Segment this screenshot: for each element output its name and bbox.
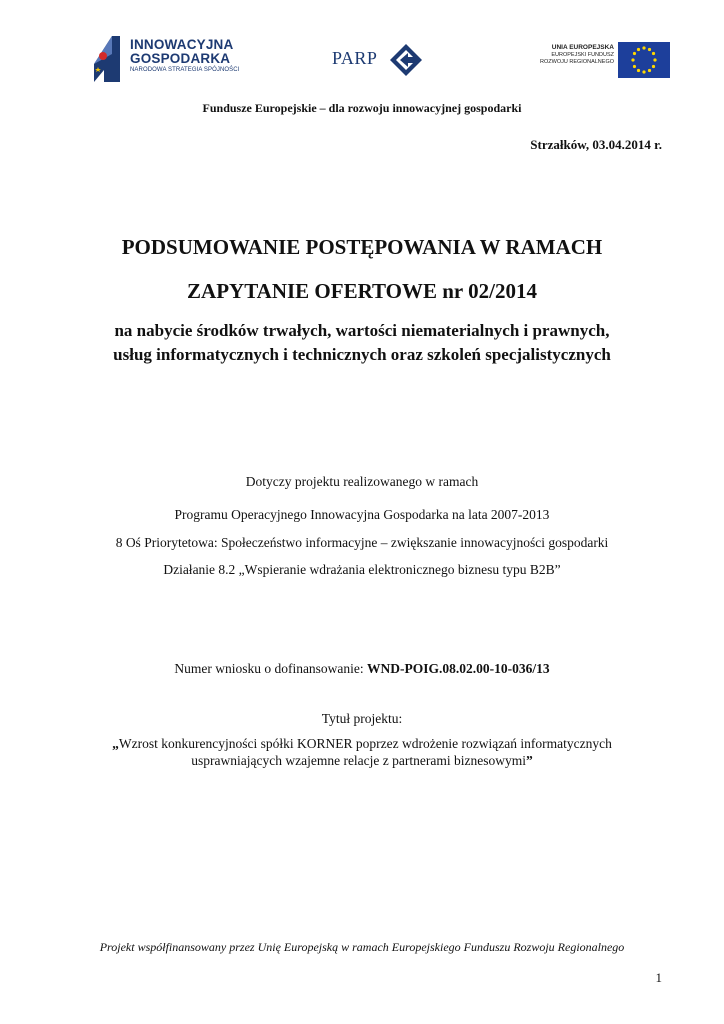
parp-arrows-logo-icon	[388, 42, 424, 78]
document-title-line1: PODSUMOWANIE POSTĘPOWANIA W RAMACH	[121, 235, 603, 259]
eu-logo-text-line1: UNIA EUROPEJSKA	[551, 44, 614, 51]
document-date: Strzałków, 03.04.2014 r.	[530, 137, 662, 152]
eu-flag-icon	[618, 42, 670, 78]
logo-bar	[0, 30, 724, 90]
innowacyjna-gospodarka-logo	[90, 34, 260, 86]
grant-number	[0, 661, 724, 677]
subtitle-line2: usług informatycznych i technicznych oraz szkoleń specjalistycznych	[113, 345, 611, 364]
page-number: 1	[655, 970, 662, 985]
project-line1: Dotyczy projektu realizowanego w ramach	[245, 474, 479, 489]
project-title-line1: Wzrost konkurencyjności spółki KORNER poprzez wdrożenie rozwiązań informatycznych	[118, 736, 612, 751]
eu-logo	[520, 40, 670, 80]
project-title-open-quote: „	[112, 736, 119, 751]
innowacyjna-logo-text-line3: NARODOWA STRATEGIA SPÓJNOŚCI	[130, 67, 240, 73]
footer-text: Projekt współfinansowany przez Unię Europejską w ramach Europejskiego Funduszu Rozwoju Regionalnego	[99, 940, 625, 954]
subtitle-line1: na nabycie środków trwałych, wartości niematerialnych i prawnych,	[114, 321, 610, 340]
eu-logo-text-line2: EUROPEJSKI FUNDUSZ	[551, 52, 614, 58]
project-line2: Programu Operacyjnego Innowacyjna Gospodarka na lata 2007-2013	[174, 507, 550, 522]
document-title-line2: ZAPYTANIE OFERTOWE nr 02/2014	[187, 279, 537, 303]
grant-number-value: WND-POIG.08.02.00-10-036/13	[367, 661, 550, 676]
project-line3: 8 Oś Priorytetowa: Społeczeństwo informacyjne – zwiększanie innowacyjności gospodarki	[115, 535, 609, 550]
project-title-close-quote: ”	[525, 753, 533, 768]
innowacyjna-logo-text-line1: INNOWACYJNA	[130, 37, 234, 52]
project-title-value	[0, 735, 724, 769]
innowacyjna-gospodarka-logo-icon	[90, 34, 126, 84]
grant-number-label: Numer wniosku o dofinansowanie:	[174, 661, 368, 676]
parp-logo-text: PARP	[332, 48, 378, 68]
innowacyjna-logo-text-line2: GOSPODARKA	[130, 51, 231, 66]
header-tagline: Fundusze Europejskie – dla rozwoju innowacyjnej gospodarki	[202, 101, 522, 115]
parp-logo	[332, 42, 432, 82]
project-title-line2: usprawniających wzajemne relacje z partnerami biznesowymi	[191, 753, 526, 768]
project-title-label: Tytuł projektu:	[321, 711, 403, 726]
document-subtitle	[0, 319, 724, 367]
eu-logo-text-line3: ROZWOJU REGIONALNEGO	[540, 59, 614, 65]
project-line4: Działanie 8.2 „Wspieranie wdrażania elektronicznego biznesu typu B2B”	[163, 562, 561, 577]
